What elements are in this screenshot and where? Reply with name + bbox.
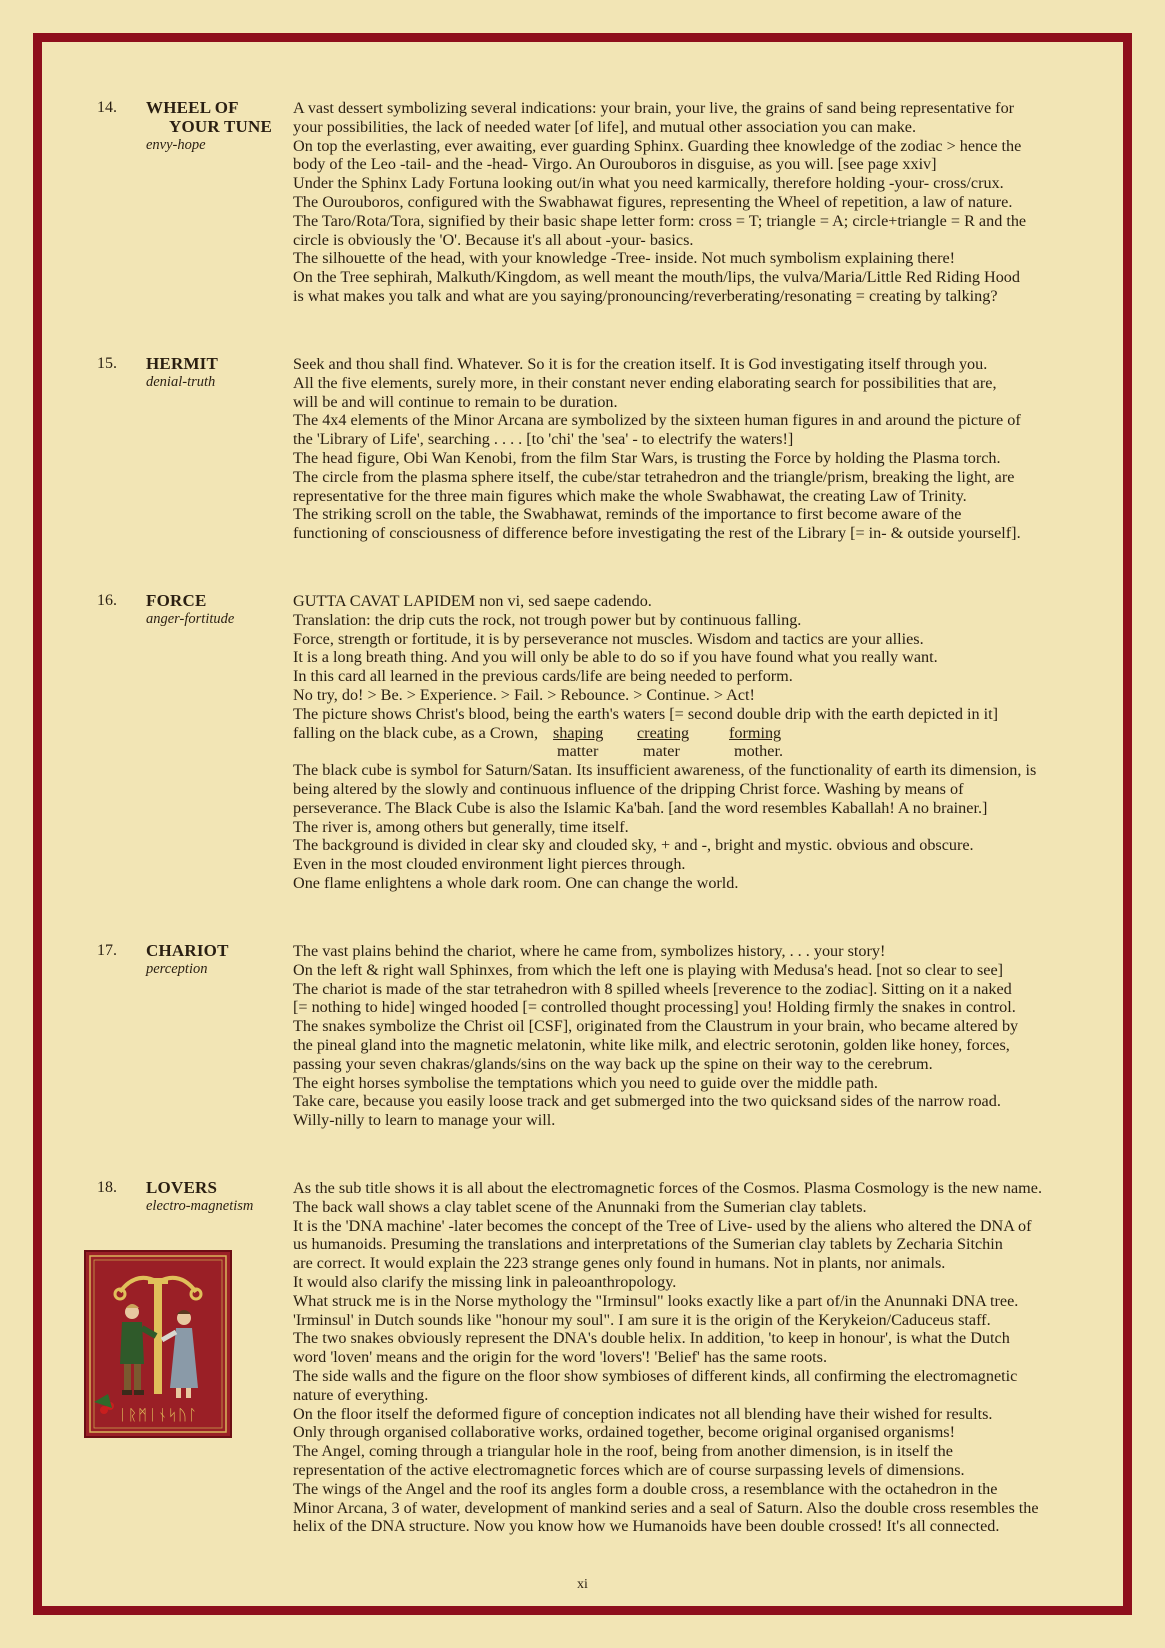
- text-line: Minor Arcana, 3 of water, development of mankind series and a seal of Saturn. Also the double cross resembles the: [293, 1498, 1039, 1517]
- crown-word-creating: creating: [637, 723, 690, 742]
- text-line: The Angel, coming through a triangular hole in the roof, being from another dimension, is in itself the: [293, 1442, 953, 1461]
- text-line: In this card all learned in the previous cards/life are being needed to perform.: [293, 667, 793, 686]
- text-line: Willy-nilly to learn to manage your will.: [293, 1111, 556, 1130]
- lovers-card-image: [84, 1250, 232, 1438]
- text-line: perseverance. The Black Cube is also the Islamic Ka'bah. [and the word resembles Kaballah! A no brainer.]: [293, 798, 988, 817]
- text-line: circle is obviously the 'O'. Because it's all about -your- basics.: [293, 230, 694, 249]
- text-line: The two snakes obviously represent the DNA's double helix. In addition, 'to keep in honour', is what the Dutch: [293, 1329, 1010, 1348]
- text-line: The background is divided in clear sky and clouded sky, + and -, bright and mystic. obvious and obscure.: [293, 836, 974, 855]
- text-line: The chariot is made of the star tetrahedron with 8 spilled wheels [reverence to the zodiac]. Sitting on it a naked: [293, 979, 1012, 998]
- text-line: nature of everything.: [293, 1385, 429, 1404]
- text-line: The snakes symbolize the Christ oil [CSF], originated from the Claustrum in your brain, who became altered by: [293, 1017, 1019, 1036]
- text-line: us humanoids. Presuming the translations and interpretations of the Sumerian clay tablets by Zecharia Sitchin: [293, 1235, 1003, 1254]
- entry-body: [293, 592, 1083, 893]
- text-line: No try, do! > Be. > Experience. > Fail. > Rebounce. > Continue. > Act!: [293, 685, 755, 704]
- text-line: On the left & right wall Sphinxes, from which the left one is playing with Medusa's head. [not so clear to see]: [293, 960, 1004, 979]
- text-line: The side walls and the figure on the floor show symbioses of different kinds, all confirming the electromagnetic: [293, 1366, 1018, 1385]
- text-line: helix of the DNA structure. Now you know how we Humanoids have been double crossed! It's all connected.: [293, 1517, 1000, 1536]
- text-line: It would also clarify the missing link in paleoanthropology.: [293, 1272, 677, 1291]
- entry-number: 15.: [97, 355, 117, 372]
- text-line: On the floor itself the deformed figure of conception indicates not all blending have their wished for results.: [293, 1404, 993, 1423]
- text-line: All the five elements, surely more, in their constant never ending elaborating search for possibilities that are,: [293, 373, 997, 392]
- text-line: [= nothing to hide] winged hooded [= controlled thought processing] you! Holding firmly the snakes in control.: [293, 998, 1016, 1017]
- text-line: It is the 'DNA machine' -later becomes the concept of the Tree of Live- used by the aliens who altered the DNA of: [293, 1216, 1032, 1235]
- text-line: the 'Library of Life', searching . . . . [to 'chi' the 'sea' - to electrify the waters!]: [293, 430, 794, 449]
- text-line: The river is, among others but generally, time itself.: [293, 817, 629, 836]
- crown-word-forming: forming: [729, 723, 782, 742]
- crown-line-text: falling on the black cube, as a Crown,: [293, 723, 538, 742]
- text-line: The wings of the Angel and the roof its angles form a double cross, a resemblance with the octahedron in the: [293, 1479, 998, 1498]
- entry-title-line2: YOUR TUNE: [169, 117, 273, 136]
- text-line: word 'loven' means and the origin for the word 'lovers'! 'Belief' has the same roots.: [293, 1348, 828, 1367]
- entry-title: LOVERS: [146, 1178, 218, 1197]
- entry-number: 14.: [97, 99, 117, 116]
- text-line: What struck me is in the Norse mythology the "Irminsul" looks exactly like a part of/in the Anunnaki DNA tree.: [293, 1291, 1019, 1310]
- entry-subtitle: anger-fortitude: [146, 611, 235, 627]
- text-line: your possibilities, the lack of needed water [of life], and mutual other association you can make.: [293, 117, 917, 136]
- text-line: The vast plains behind the chariot, where he came from, symbolizes history, . . . your story!: [293, 942, 886, 960]
- entry-body: [293, 355, 1083, 543]
- entry-body: [293, 942, 1083, 1130]
- crown-under-mother: mother.: [734, 742, 784, 761]
- text-line: The circle from the plasma sphere itself, the cube/star tetrahedron and the triangle/prism, breaking the light, are: [293, 467, 1015, 486]
- text-line: It is a long breath thing. And you will only be able to do so if you have found what you really want.: [293, 648, 938, 667]
- text-line: On top the everlasting, ever awaiting, ever guarding Sphinx. Guarding thee knowledge of the zodiac > hence the: [293, 136, 1022, 155]
- text-line: Translation: the drip cuts the rock, not trough power but by continuous falling.: [293, 610, 802, 629]
- text-line: Seek and thou shall find. Whatever. So it is for the creation itself. It is God investigating itself through you.: [293, 355, 988, 373]
- text-line: The picture shows Christ's blood, being the earth's waters [= second double drip with the earth depicted in it]: [293, 704, 999, 723]
- entry-title: CHARIOT: [146, 941, 229, 960]
- text-line: Even in the most clouded environment light pierces through.: [293, 855, 686, 874]
- entry-number: 18.: [97, 1179, 117, 1196]
- text-line: On the Tree sephirah, Malkuth/Kingdom, as well meant the mouth/lips, the vulva/Maria/Little Red Riding Hood: [293, 268, 1020, 287]
- text-line: A vast dessert symbolizing several indications: your brain, your live, the grains of sand being representative for: [293, 99, 1015, 117]
- text-line: The 4x4 elements of the Minor Arcana are symbolized by the sixteen human figures in and around the picture of: [293, 411, 1021, 430]
- crown-line: [293, 724, 1083, 743]
- text-line: The Taro/Rota/Tora, signified by their basic shape letter form: cross = T; triangle = A; circle+triangle = R and the: [293, 211, 1027, 230]
- lovers-card-caption: ᛁᚱᛗᛁᚾᛋᚢᛚ: [117, 1406, 198, 1424]
- entry-body-after: [293, 761, 1083, 893]
- crown-under-line: [293, 742, 1083, 761]
- text-line: will be and will continue to remain to be duration.: [293, 392, 618, 411]
- entry-number: 17.: [97, 942, 117, 959]
- text-line: The striking scroll on the table, the Swabhawat, reminds of the importance to first become aware of the: [293, 505, 962, 524]
- entry-body: [293, 1179, 1083, 1536]
- text-line: The head figure, Obi Wan Kenobi, from the film Star Wars, is trusting the Force by holding the Plasma torch.: [293, 448, 1001, 467]
- crown-under-matter: matter: [557, 742, 599, 761]
- text-line: representative for the three main figures which make the whole Swabhawat, the creating Law of Trinity.: [293, 486, 967, 505]
- text-line: The back wall shows a clay tablet scene of the Anunnaki from the Sumerian clay tablets.: [293, 1197, 867, 1216]
- entry-title: [146, 98, 272, 136]
- text-line: are correct. It would explain the 223 strange genes only found in humans. Not in plants, nor animals.: [293, 1254, 946, 1273]
- text-line: passing your seven chakras/glands/sins on the way back up the spine on their way to the cerebrum.: [293, 1054, 933, 1073]
- crown-word-shaping: shaping: [553, 723, 604, 742]
- entry-subtitle: denial-truth: [146, 374, 216, 390]
- text-line: The eight horses symbolise the temptations which you need to guide over the middle path.: [293, 1073, 878, 1092]
- text-line: 'Irminsul' in Dutch sounds like "honour my soul". I am sure it is the origin of the Kerykeion/Caduceus staff.: [293, 1310, 991, 1329]
- entry-body: [293, 99, 1083, 306]
- entry-subtitle: perception: [146, 961, 208, 977]
- text-line: One flame enlightens a whole dark room. One can change the world.: [293, 873, 739, 892]
- text-line: The black cube is symbol for Saturn/Satan. Its insufficient awareness, of the functionality of earth its dimension, is: [293, 761, 1037, 780]
- crown-under-mater: mater: [643, 742, 680, 761]
- text-line: The Ourouboros, configured with the Swabhawat figures, representing the Wheel of repetition, a law of nature.: [293, 192, 1013, 211]
- text-line: functioning of consciousness of difference before investigating the rest of the Library [= in- & outside yourself].: [293, 524, 1021, 543]
- text-line: the pineal gland into the magnetic melatonin, white like milk, and electric serotonin, golden like honey, forces,: [293, 1035, 1010, 1054]
- text-line: being altered by the slowly and continuous influence of the dripping Christ force. Washing by means of: [293, 779, 964, 798]
- text-line: The silhouette of the head, with your knowledge -Tree- inside. Not much symbolism explaining there!: [293, 249, 956, 268]
- text-line: Under the Sphinx Lady Fortuna looking out/in what you need karmically, therefore holding -your- cross/crux.: [293, 174, 1004, 193]
- text-line: representation of the active electromagnetic forces which are of course surpassing levels of dimensions.: [293, 1460, 965, 1479]
- text-line: Take care, because you easily loose track and get submerged into the two quicksand sides of the narrow road.: [293, 1092, 1001, 1111]
- text-line: body of the Leo -tail- and the -head- Virgo. An Ourouboros in disguise, as you will. [see page xxiv]: [293, 155, 937, 174]
- text-line: Force, strength or fortitude, it is by perseverance not muscles. Wisdom and tactics are your allies.: [293, 629, 924, 648]
- page-number: xi: [577, 1577, 588, 1592]
- entry-body-before: [293, 592, 1083, 724]
- entry-title: HERMIT: [146, 354, 219, 373]
- text-line: Only through organised collaborative works, ordained together, become original organised organisms!: [293, 1423, 955, 1442]
- entry-subtitle: envy-hope: [146, 137, 206, 153]
- entry-title: FORCE: [146, 591, 207, 610]
- entry-subtitle: electro-magnetism: [146, 1198, 254, 1214]
- text-line: GUTTA CAVAT LAPIDEM non vi, sed saepe cadendo.: [293, 592, 652, 610]
- entry-number: 16.: [97, 592, 117, 609]
- text-line: is what makes you talk and what are you saying/pronouncing/reverberating/resonating = creating by talking?: [293, 286, 998, 305]
- text-line: As the sub title shows it is all about the electromagnetic forces of the Cosmos. Plasma Cosmology is the new name.: [293, 1179, 1042, 1197]
- entry-title-line1: WHEEL OF: [146, 98, 239, 117]
